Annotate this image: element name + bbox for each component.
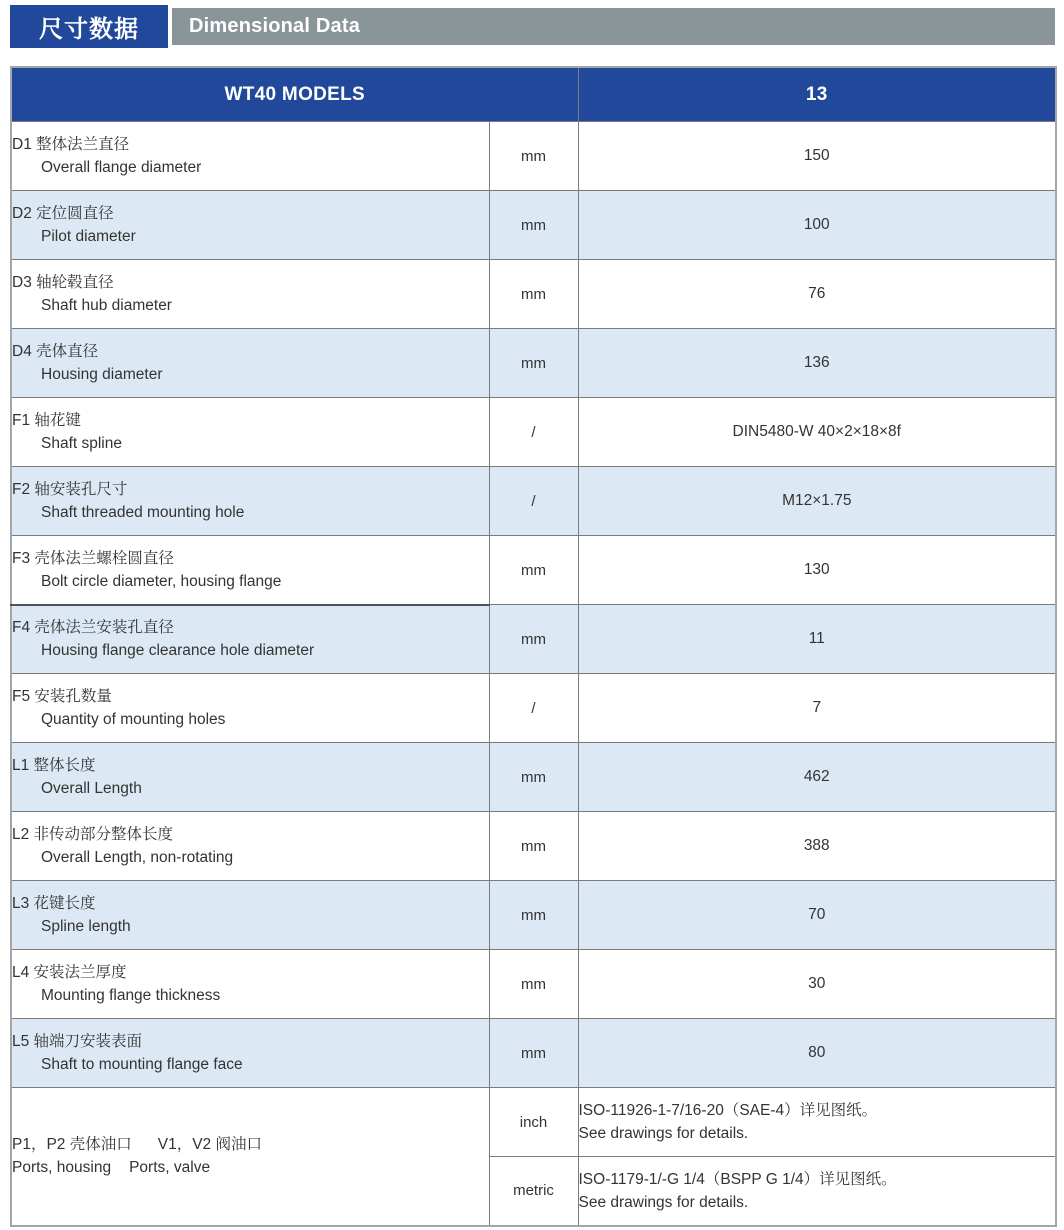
dimension-label-cell — [11, 950, 489, 1019]
table-row — [11, 881, 1056, 950]
value-cell: 7 — [578, 674, 1056, 743]
table-row — [11, 467, 1056, 536]
ports-label-cn-left: P1，P2 壳体油口 — [12, 1136, 132, 1154]
dimension-label-cell — [11, 812, 489, 881]
port-spec-en: See drawings for details. — [578, 1193, 749, 1211]
dimension-label-cn: L1 整体长度 — [12, 757, 96, 774]
dimension-label-en: Overall Length — [41, 780, 142, 797]
dimension-label-en: Shaft threaded mounting hole — [41, 504, 245, 521]
size-header-cell: 13 — [578, 67, 1056, 122]
table-row — [11, 329, 1056, 398]
unit-cell: / — [489, 674, 578, 743]
table-row — [11, 743, 1056, 812]
section-title-bar — [10, 5, 1055, 48]
dimension-label-en: Shaft to mounting flange face — [41, 1056, 243, 1073]
table-row — [11, 260, 1056, 329]
port-spec-cn: ISO-11926-1-7/16-20（SAE-4）详见图纸。 — [578, 1102, 878, 1119]
dimension-label-cn: F5 安装孔数量 — [12, 688, 112, 705]
value-cell: 130 — [578, 536, 1056, 605]
dimension-label-cn: F3 壳体法兰螺栓圆直径 — [12, 549, 174, 567]
unit-cell: mm — [489, 812, 578, 881]
dimension-label-cell — [11, 674, 489, 743]
section-title-en-label: Dimensional Data — [189, 15, 361, 37]
value-cell: 11 — [578, 605, 1056, 674]
value-cell: 388 — [578, 812, 1056, 881]
unit-cell: mm — [489, 881, 578, 950]
value-cell — [578, 1157, 1056, 1226]
dimension-label-en: Pilot diameter — [41, 228, 136, 245]
unit-cell: / — [489, 467, 578, 536]
unit-cell: mm — [489, 536, 578, 605]
table-row — [11, 191, 1056, 260]
dimension-label-en: Housing diameter — [41, 366, 163, 383]
models-header-cell: WT40 MODELS — [11, 67, 578, 122]
dimension-label-en: Overall flange diameter — [41, 159, 202, 176]
port-spec-en: See drawings for details. — [578, 1125, 749, 1142]
section-title-cn-label: 尺寸数据 — [39, 16, 139, 43]
table-row — [11, 605, 1056, 674]
value-cell: 30 — [578, 950, 1056, 1019]
dimension-label-cell — [11, 881, 489, 950]
unit-cell: mm — [489, 122, 578, 191]
ports-row — [11, 1088, 1056, 1157]
unit-cell: mm — [489, 191, 578, 260]
table-row — [11, 950, 1056, 1019]
unit-cell: mm — [489, 605, 578, 674]
unit-cell: mm — [489, 260, 578, 329]
table-row — [11, 812, 1056, 881]
dimension-label-cn: D3 轴轮毂直径 — [12, 274, 114, 291]
table-row — [11, 1019, 1056, 1088]
dimension-label-en: Overall Length, non-rotating — [41, 849, 234, 866]
unit-cell: mm — [489, 1019, 578, 1088]
dimension-label-cn: F1 轴花键 — [12, 412, 81, 429]
dimension-label-en: Bolt circle diameter, housing flange — [41, 572, 282, 590]
dimension-label-en: Shaft spline — [41, 435, 122, 452]
value-cell: DIN5480-W 40×2×18×8f — [578, 398, 1056, 467]
dimension-label-cn: L3 花键长度 — [12, 895, 96, 912]
unit-cell: mm — [489, 329, 578, 398]
dimension-label-cn: L4 安装法兰厚度 — [12, 964, 127, 981]
dimension-label-en: Shaft hub diameter — [41, 297, 172, 314]
value-cell: 76 — [578, 260, 1056, 329]
ports-label-en — [12, 1156, 489, 1179]
dimension-label-cell — [11, 260, 489, 329]
dimension-label-en: Mounting flange thickness — [41, 987, 221, 1004]
dimension-label-en: Spline length — [41, 918, 131, 935]
section-title-cn — [10, 5, 168, 48]
value-cell: 70 — [578, 881, 1056, 950]
value-cell: 100 — [578, 191, 1056, 260]
unit-cell: inch — [489, 1088, 578, 1157]
unit-cell: / — [489, 398, 578, 467]
unit-cell: mm — [489, 950, 578, 1019]
table-row — [11, 674, 1056, 743]
table-row — [11, 122, 1056, 191]
dimension-label-cell — [11, 398, 489, 467]
value-cell: 80 — [578, 1019, 1056, 1088]
dimension-label-cell — [11, 536, 489, 605]
dimension-label-cell — [11, 605, 489, 674]
dimension-label-cell — [11, 743, 489, 812]
value-cell — [578, 1088, 1056, 1157]
dimension-label-cn: L5 轴端刀安装表面 — [12, 1033, 143, 1050]
dimension-label-cell — [11, 191, 489, 260]
dimensional-data-table — [10, 66, 1057, 1227]
ports-label-cn-right: V1，V2 阀油口 — [157, 1136, 262, 1154]
dimension-label-cell — [11, 329, 489, 398]
dimension-label-cn: D2 定位圆直径 — [12, 205, 114, 222]
value-cell: M12×1.75 — [578, 467, 1056, 536]
table-row — [11, 398, 1056, 467]
section-title-en — [172, 8, 1055, 45]
dimension-label-en: Housing flange clearance hole diameter — [41, 642, 315, 660]
unit-cell: mm — [489, 743, 578, 812]
unit-cell: metric — [489, 1157, 578, 1226]
dimension-label-cn: D4 壳体直径 — [12, 343, 99, 360]
dimension-label-cell — [11, 122, 489, 191]
dimension-label-cn: D1 整体法兰直径 — [12, 136, 130, 153]
dimension-label-en: Quantity of mounting holes — [41, 711, 226, 728]
ports-label-cn — [12, 1133, 489, 1156]
value-cell: 462 — [578, 743, 1056, 812]
table-header-row — [11, 67, 1056, 122]
ports-label-cell — [11, 1088, 489, 1226]
dimension-label-cell — [11, 467, 489, 536]
value-cell: 150 — [578, 122, 1056, 191]
value-cell: 136 — [578, 329, 1056, 398]
dimension-label-cell — [11, 1019, 489, 1088]
ports-label-en-left: Ports, housing — [12, 1159, 112, 1177]
dimension-label-cn: F4 壳体法兰安装孔直径 — [12, 619, 174, 637]
dimension-label-cn: F2 轴安装孔尺寸 — [12, 481, 128, 498]
dimension-label-cn: L2 非传动部分整体长度 — [12, 826, 174, 843]
table-row — [11, 536, 1056, 605]
port-spec-cn: ISO-1179-1/-G 1/4（BSPP G 1/4）详见图纸。 — [578, 1170, 897, 1188]
ports-label-en-right: Ports, valve — [129, 1159, 211, 1177]
